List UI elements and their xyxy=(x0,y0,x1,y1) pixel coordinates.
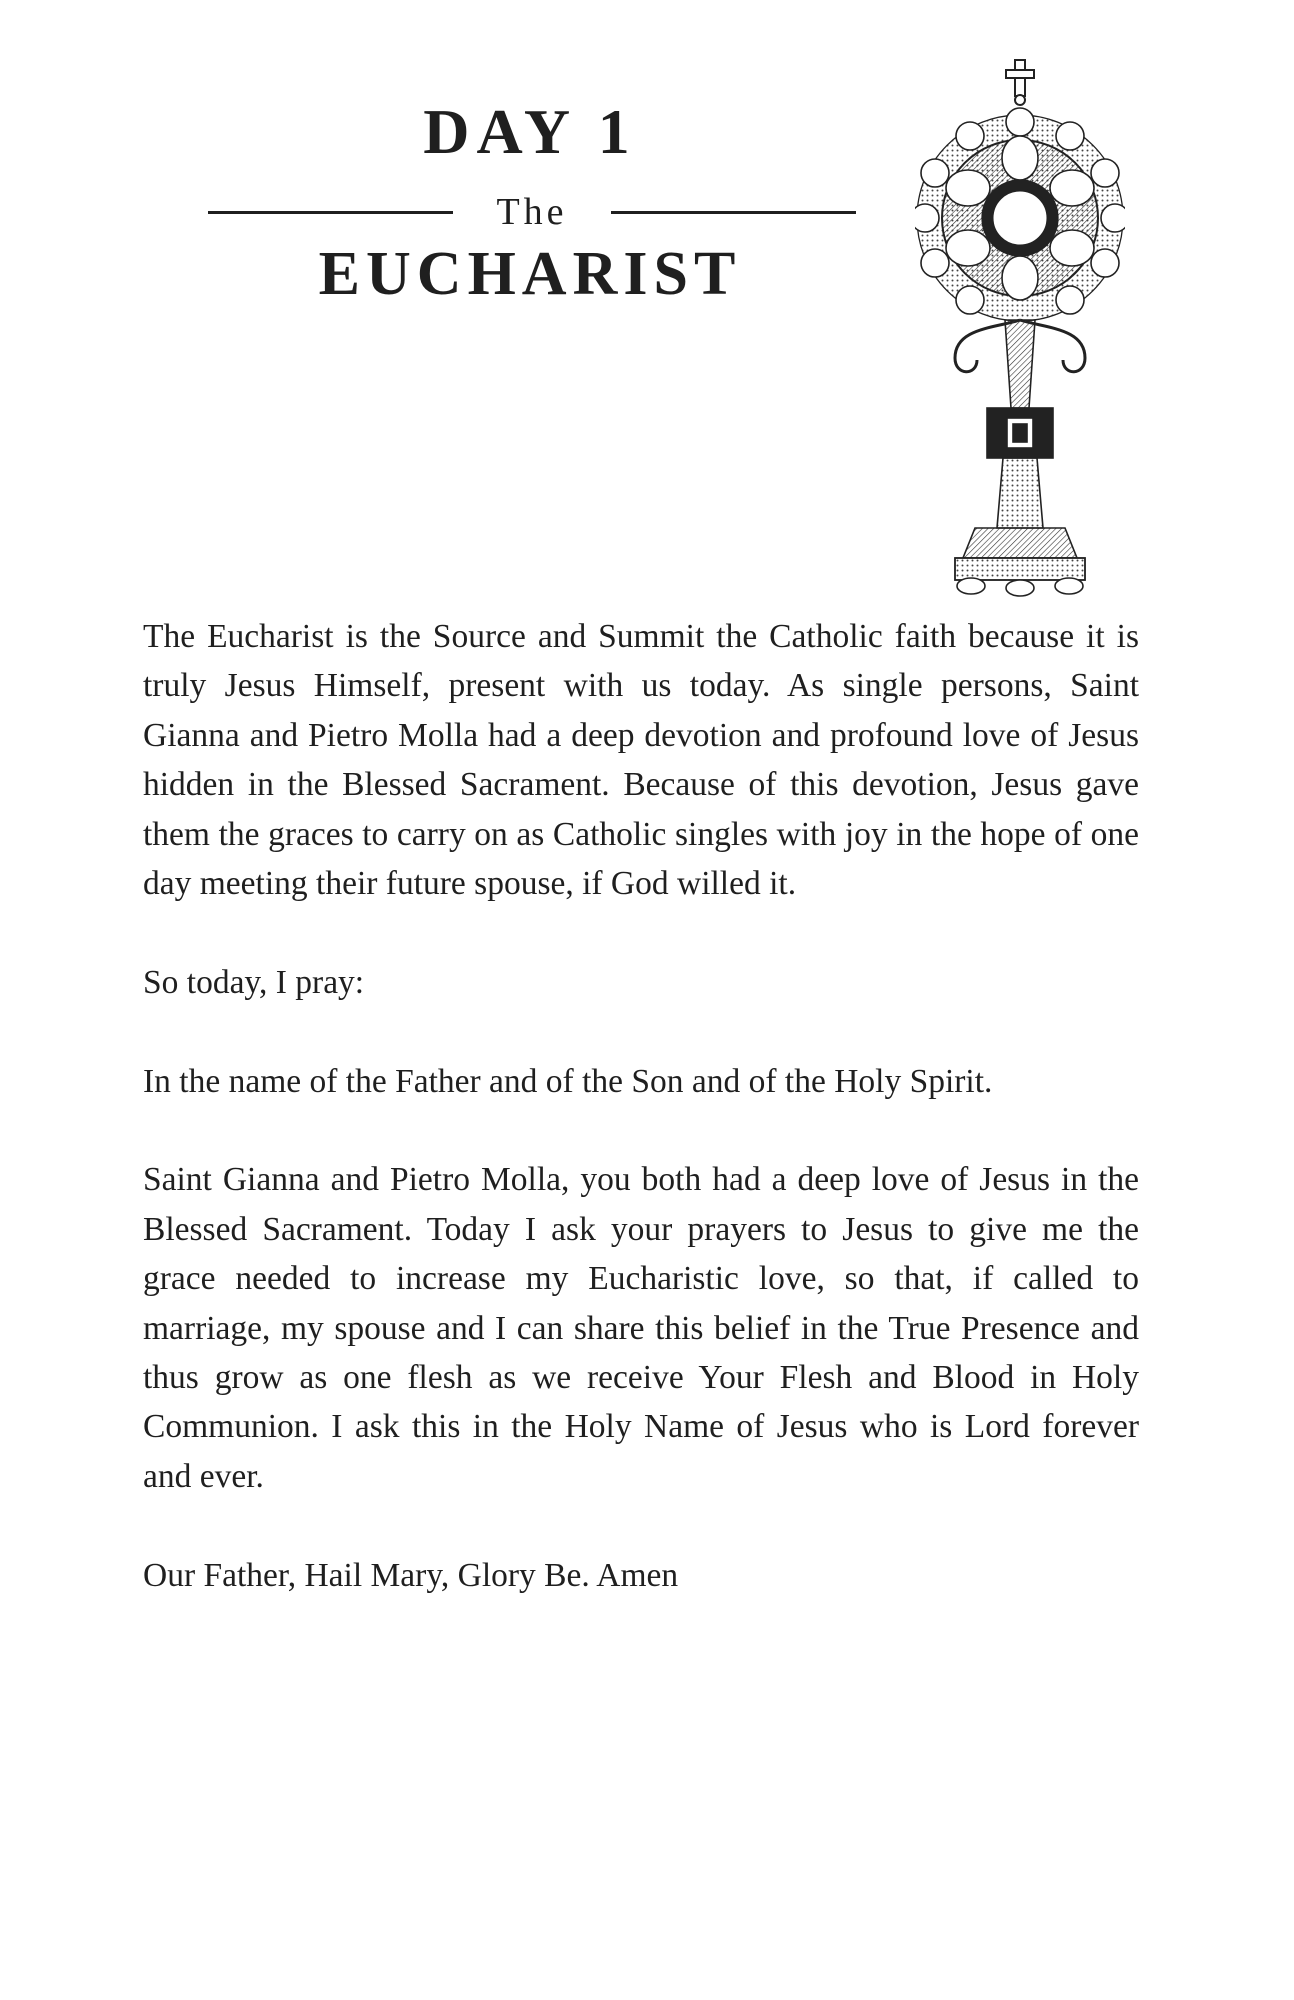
intro-paragraph: The Eucharist is the Source and Summit the Catholic faith because it is truly Jesus Himself, present with us today. As single persons, Saint Gianna and Pietro Molla had a deep devotion and profound love of Jesus hidden in the Blessed Sacrament. Because of this devotion, Jesus gave them the graces to carry on as Catholic singles with joy in the hope of one day meeting their future spouse, if God willed it. xyxy=(143,618,1139,903)
monstrance-icon xyxy=(915,58,1125,598)
prayer-lead-in: So today, I pray: xyxy=(143,963,365,1001)
divider-line-right xyxy=(611,211,856,214)
title-divider xyxy=(208,192,856,232)
prayer-paragraph: Saint Gianna and Pietro Molla, you both had a deep love of Jesus in the Blessed Sacrament. Today I ask your prayers to Jesus to give me the grace needed to increase my Eucharistic love, so that, if called to marriage, my spouse and I can share this belief in the True Presence and thus grow as one flesh as we receive Your Flesh and Blood in Holy Communion. I ask this in the Holy Name of Jesus who is Lord forever and ever. xyxy=(143,1161,1139,1495)
subject-title: EUCHARIST xyxy=(318,240,742,308)
sign-of-cross-paragraph: In the name of the Father and of the Son and of the Holy Spirit. xyxy=(143,1062,993,1100)
divider-line-left xyxy=(208,211,453,214)
closing-prayers: Our Father, Hail Mary, Glory Be. Amen xyxy=(143,1556,679,1594)
devotion-body xyxy=(143,612,1139,1649)
title-article: The xyxy=(496,191,568,233)
day-title: DAY 1 xyxy=(423,96,637,167)
